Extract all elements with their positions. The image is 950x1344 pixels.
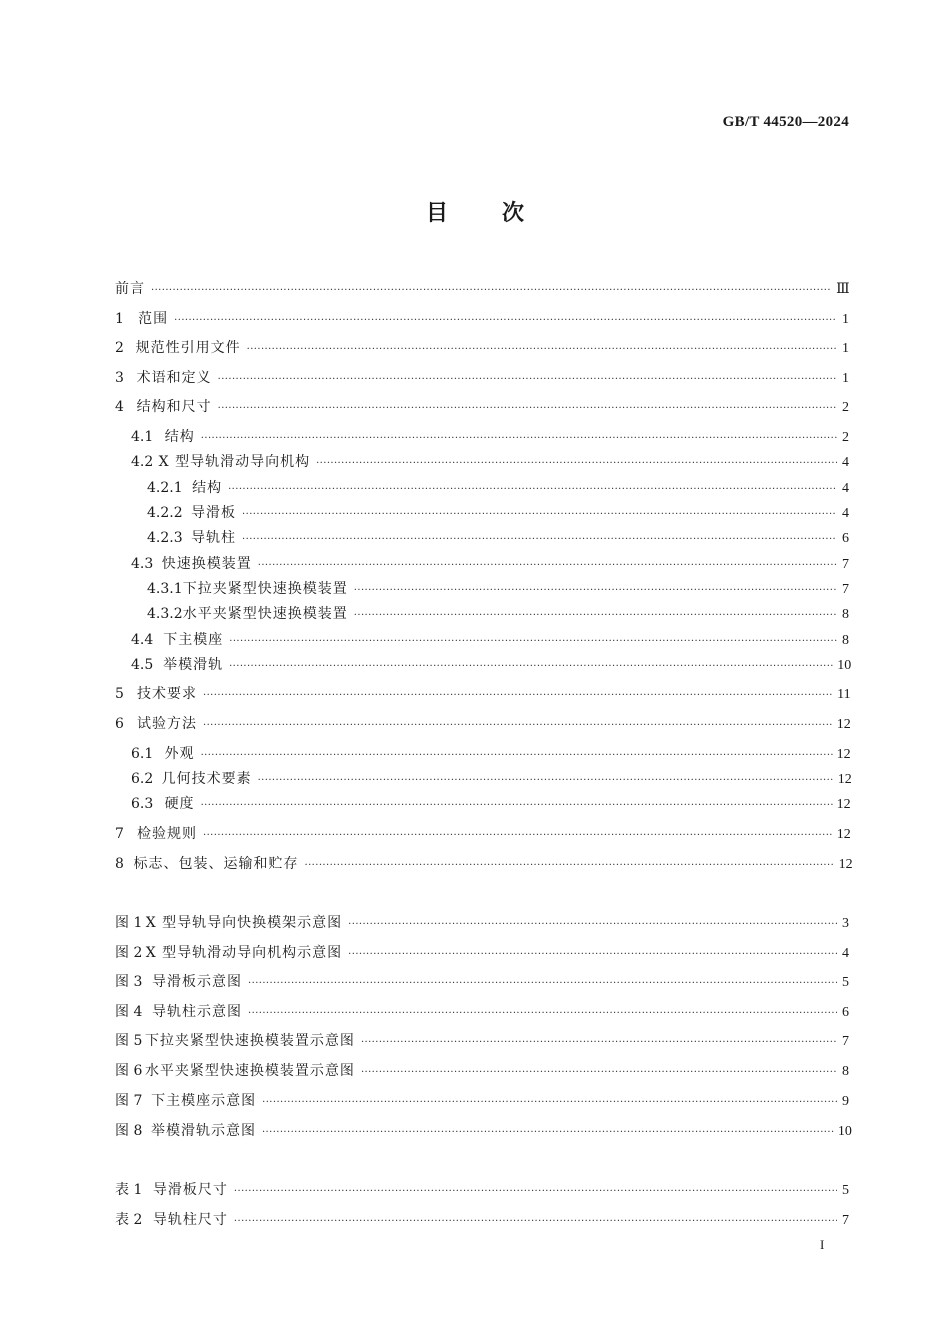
toc-entry-number: 4.2.2 bbox=[147, 505, 183, 521]
toc-entry-page: 8 bbox=[842, 607, 849, 622]
toc-entry-title: 下主模座 bbox=[163, 632, 224, 648]
toc-entry-title: 外观 bbox=[164, 746, 195, 762]
toc-entry[interactable] bbox=[131, 769, 852, 789]
toc-entry-title: 几何技术要素 bbox=[161, 771, 252, 787]
toc-entry-page: 7 bbox=[842, 582, 849, 597]
toc-entry-number: 2 bbox=[115, 340, 124, 356]
figure-entry[interactable] bbox=[115, 1121, 852, 1141]
figure-entry-page: 6 bbox=[842, 1005, 849, 1020]
toc-entry-title: 标志、包装、运输和贮存 bbox=[133, 856, 299, 872]
leader-dots bbox=[262, 1123, 834, 1143]
toc-entry[interactable] bbox=[115, 338, 849, 358]
leader-dots bbox=[242, 505, 837, 525]
figure-entry[interactable] bbox=[115, 1002, 849, 1022]
toc-entry[interactable] bbox=[115, 684, 849, 704]
leader-dots bbox=[203, 686, 833, 706]
leader-dots bbox=[229, 657, 833, 677]
toc-entry[interactable] bbox=[131, 794, 849, 814]
toc-entry-page: 2 bbox=[842, 430, 849, 445]
leader-dots bbox=[201, 796, 833, 816]
figure-entry-page: 7 bbox=[842, 1034, 849, 1049]
figure-entry-page: 10 bbox=[837, 1124, 852, 1139]
leader-dots bbox=[201, 746, 833, 766]
toc-entry-title: 导滑板 bbox=[191, 505, 237, 521]
toc-entry-title: 术语和定义 bbox=[136, 370, 212, 386]
leader-dots bbox=[316, 454, 837, 474]
page-title: 目次 bbox=[425, 201, 578, 226]
leader-dots bbox=[258, 556, 837, 576]
toc-entry[interactable] bbox=[147, 604, 849, 624]
leader-dots bbox=[242, 530, 837, 550]
toc-entry[interactable] bbox=[115, 854, 853, 874]
toc-entry-foreword[interactable] bbox=[115, 279, 849, 299]
toc-entry[interactable] bbox=[131, 554, 849, 574]
toc-entry[interactable] bbox=[115, 368, 849, 388]
toc-entry-number: 4.3.1 bbox=[147, 581, 183, 597]
toc-entry-page: 12 bbox=[836, 717, 851, 732]
toc-entry[interactable] bbox=[131, 630, 849, 650]
leader-dots bbox=[234, 1182, 837, 1202]
leader-dots bbox=[305, 856, 835, 876]
figure-entry-page: 4 bbox=[842, 946, 849, 961]
toc-entry-page: 1 bbox=[842, 371, 849, 386]
toc-entry-number: 4 bbox=[115, 399, 124, 415]
toc-entry-title: 硬度 bbox=[164, 796, 195, 812]
toc-entry-title: 导轨柱 bbox=[191, 530, 237, 546]
toc-entry-number: 1 bbox=[115, 311, 124, 327]
table-entry-page: 5 bbox=[842, 1183, 849, 1198]
figure-entry-number: 图 1 bbox=[115, 915, 143, 931]
toc-entry-title: 技术要求 bbox=[137, 686, 198, 702]
toc-entry[interactable] bbox=[115, 824, 849, 844]
table-entry-number: 表 2 bbox=[115, 1212, 143, 1228]
leader-dots bbox=[248, 1004, 837, 1024]
table-entry[interactable] bbox=[115, 1210, 849, 1230]
leader-dots bbox=[203, 826, 833, 846]
toc-entry-page: 12 bbox=[836, 827, 851, 842]
toc-entry-title: 结构 bbox=[192, 480, 223, 496]
figure-entry-number: 图 4 bbox=[115, 1004, 143, 1020]
leader-dots bbox=[354, 581, 837, 601]
toc-entry-title: X 型导轨滑动导向机构 bbox=[158, 454, 311, 470]
toc-entry-page: 12 bbox=[837, 772, 852, 787]
toc-entry-number: 4.2.3 bbox=[147, 530, 183, 546]
toc-entry[interactable] bbox=[131, 655, 852, 675]
figure-entry-title: X 型导轨导向快换模架示意图 bbox=[145, 915, 343, 931]
toc-entry[interactable] bbox=[115, 714, 849, 734]
toc-entry-number: 6 bbox=[115, 716, 124, 732]
toc-entry-title: 快速换模装置 bbox=[161, 556, 252, 572]
table-entry-title: 导轨柱尺寸 bbox=[152, 1212, 228, 1228]
toc-entry-number: 7 bbox=[115, 826, 124, 842]
figure-entry-number: 图 8 bbox=[115, 1123, 143, 1139]
figure-entry-title: X 型导轨滑动导向机构示意图 bbox=[145, 945, 343, 961]
figure-entry-title: 水平夹紧型快速换模装置示意图 bbox=[144, 1063, 355, 1079]
toc-entry-page: 4 bbox=[842, 455, 849, 470]
toc-entry-title: 规范性引用文件 bbox=[135, 340, 241, 356]
toc-entry-number: 4.3 bbox=[131, 556, 154, 572]
leader-dots bbox=[228, 480, 837, 500]
toc-entry[interactable] bbox=[115, 397, 849, 417]
toc-entry-number: 5 bbox=[115, 686, 124, 702]
toc-entry[interactable] bbox=[131, 744, 849, 764]
figure-entry-page: 8 bbox=[842, 1064, 849, 1079]
figure-entry-title: 下拉夹紧型快速换模装置示意图 bbox=[144, 1033, 355, 1049]
figure-entry[interactable] bbox=[115, 1031, 849, 1051]
leader-dots bbox=[354, 606, 837, 626]
toc-entry-number: 4.5 bbox=[131, 657, 154, 673]
leader-dots bbox=[151, 281, 832, 301]
toc-entry[interactable] bbox=[131, 452, 849, 472]
toc-entry-page: 1 bbox=[842, 312, 849, 327]
toc-entry-number: 4.3.2 bbox=[147, 606, 183, 622]
toc-entry-title: 水平夹紧型快速换模装置 bbox=[182, 606, 348, 622]
toc-entry-page: 6 bbox=[842, 531, 849, 546]
toc-entry-title: 结构和尺寸 bbox=[136, 399, 212, 415]
figure-entry-number: 图 3 bbox=[115, 974, 143, 990]
leader-dots bbox=[234, 1212, 837, 1232]
leader-dots bbox=[348, 945, 837, 965]
toc-entry-page: 12 bbox=[838, 857, 853, 872]
table-entry[interactable] bbox=[115, 1180, 849, 1200]
toc-entry-page: 8 bbox=[842, 633, 849, 648]
figure-entry-number: 图 5 bbox=[115, 1033, 143, 1049]
toc-entry-page: Ⅲ bbox=[836, 282, 850, 297]
table-entry-title: 导滑板尺寸 bbox=[152, 1182, 228, 1198]
figure-entry-title: 下主模座示意图 bbox=[151, 1093, 257, 1109]
standard-number: GB/T 44520—2024 bbox=[722, 114, 849, 130]
toc-entry-number: 4.1 bbox=[131, 429, 154, 445]
leader-dots bbox=[348, 915, 837, 935]
leader-dots bbox=[174, 311, 837, 331]
figure-entry[interactable] bbox=[115, 913, 849, 933]
figure-entry-title: 举模滑轨示意图 bbox=[150, 1123, 256, 1139]
table-entry-number: 表 1 bbox=[115, 1182, 143, 1198]
leader-dots bbox=[262, 1093, 837, 1113]
leader-dots bbox=[361, 1063, 837, 1083]
toc-entry-title: 检验规则 bbox=[137, 826, 197, 842]
toc-entry-page: 7 bbox=[842, 557, 849, 572]
figure-entry-number: 图 6 bbox=[115, 1063, 143, 1079]
leader-dots bbox=[229, 632, 837, 652]
toc-entry-number: 4.4 bbox=[131, 632, 154, 648]
leader-dots bbox=[218, 370, 837, 390]
figure-entry[interactable] bbox=[115, 943, 849, 963]
toc-entry-page: 12 bbox=[836, 797, 851, 812]
toc-entry-number: 6.2 bbox=[131, 771, 154, 787]
toc-entry[interactable] bbox=[147, 579, 849, 599]
figure-entry-page: 3 bbox=[842, 916, 849, 931]
toc-entry-number: 6.3 bbox=[131, 796, 154, 812]
toc-entry-number: 3 bbox=[115, 370, 124, 386]
leader-dots bbox=[258, 771, 834, 791]
toc-entry-page: 11 bbox=[837, 687, 851, 702]
figure-entry-title: 导滑板示意图 bbox=[152, 974, 243, 990]
toc-entry-number: 8 bbox=[115, 856, 124, 872]
figure-entry[interactable] bbox=[115, 972, 849, 992]
toc-entry[interactable] bbox=[115, 309, 849, 329]
toc-entry-title: 下拉夹紧型快速换模装置 bbox=[182, 581, 348, 597]
toc-entry-page: 10 bbox=[837, 658, 852, 673]
leader-dots bbox=[218, 399, 837, 419]
figure-entry-number: 图 2 bbox=[115, 945, 143, 961]
toc-entry-title: 前言 bbox=[115, 281, 145, 297]
figure-entry[interactable] bbox=[115, 1061, 849, 1081]
figure-entry[interactable] bbox=[115, 1091, 849, 1111]
toc-entry[interactable] bbox=[131, 427, 849, 447]
toc-entry[interactable] bbox=[147, 528, 849, 548]
toc-entry-number: 4.2.1 bbox=[147, 480, 183, 496]
toc-entry-page: 4 bbox=[842, 481, 849, 496]
figure-entry-page: 5 bbox=[842, 975, 849, 990]
figure-entry-page: 9 bbox=[842, 1094, 849, 1109]
toc-entry-title: 举模滑轨 bbox=[163, 657, 224, 673]
toc-entry[interactable] bbox=[147, 478, 849, 498]
toc-entry-title: 试验方法 bbox=[137, 716, 197, 732]
toc-entry[interactable] bbox=[147, 503, 849, 523]
leader-dots bbox=[201, 429, 837, 449]
toc-entry-title: 结构 bbox=[164, 429, 195, 445]
toc-entry-number: 6.1 bbox=[131, 746, 154, 762]
toc-entry-number: 4.2 bbox=[131, 454, 154, 470]
toc-entry-page: 2 bbox=[842, 400, 849, 415]
leader-dots bbox=[361, 1033, 837, 1053]
page-number: I bbox=[820, 1237, 825, 1252]
leader-dots bbox=[203, 716, 833, 736]
leader-dots bbox=[247, 340, 837, 360]
toc-entry-page: 12 bbox=[836, 747, 851, 762]
figure-entry-number: 图 7 bbox=[115, 1093, 143, 1109]
toc-entry-page: 1 bbox=[842, 341, 849, 356]
leader-dots bbox=[248, 974, 837, 994]
toc-entry-title: 范围 bbox=[138, 311, 169, 327]
toc-entry-page: 4 bbox=[842, 506, 849, 521]
figure-entry-title: 导轨柱示意图 bbox=[152, 1004, 243, 1020]
table-entry-page: 7 bbox=[842, 1213, 849, 1228]
